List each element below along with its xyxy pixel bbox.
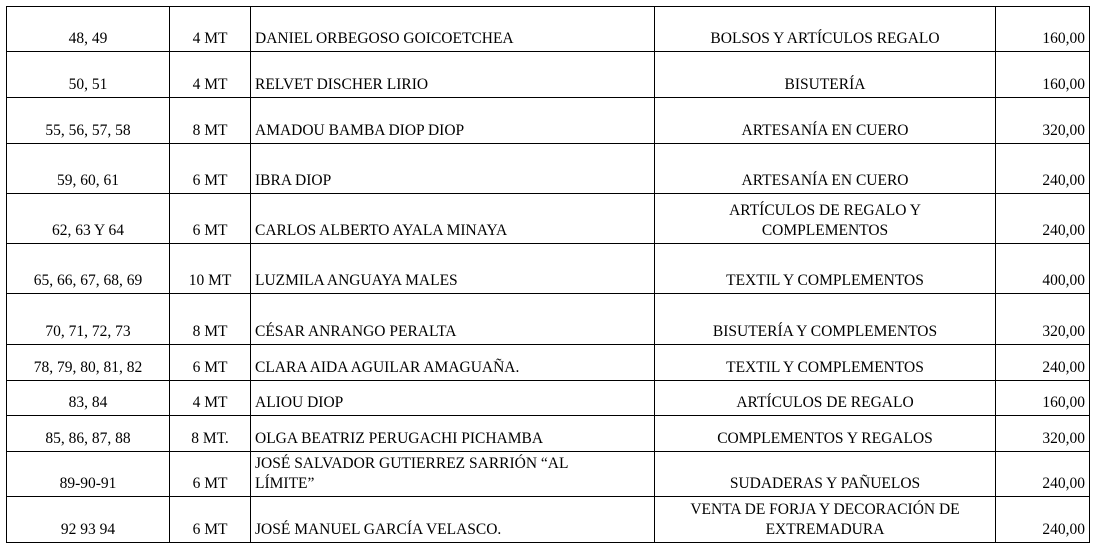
- activity-cell: ARTÍCULOS DE REGALO: [655, 381, 996, 416]
- activity-text: ARTÍCULOS DE REGALO Y COMPLEMENTOS: [729, 202, 921, 239]
- activity-cell: BISUTERÍA: [655, 52, 996, 98]
- amount-cell: 240,00: [996, 194, 1090, 244]
- stall-size-cell: 10 MT: [170, 244, 251, 294]
- activity-cell: TEXTIL Y COMPLEMENTOS: [655, 244, 996, 294]
- table-row: [7, 7, 1090, 52]
- stall-numbers-cell: 92 93 94: [7, 497, 170, 543]
- table-row: [7, 381, 1090, 416]
- stall-numbers-cell: 65, 66, 67, 68, 69: [7, 244, 170, 294]
- stall-numbers-cell: 85, 86, 87, 88: [7, 416, 170, 452]
- holder-name-cell: JOSÉ MANUEL GARCÍA VELASCO.: [251, 497, 655, 543]
- amount-cell: 240,00: [996, 144, 1090, 194]
- table-row: [7, 144, 1090, 194]
- holder-name-cell: CLARA AIDA AGUILAR AMAGUAÑA.: [251, 345, 655, 381]
- table-row: [7, 294, 1090, 345]
- activity-cell: [655, 194, 996, 244]
- amount-cell: 240,00: [996, 497, 1090, 543]
- licenses-table: [6, 6, 1090, 543]
- stall-size-cell: 6 MT: [170, 497, 251, 543]
- stall-numbers-cell: 59, 60, 61: [7, 144, 170, 194]
- table-row: [7, 98, 1090, 144]
- holder-name-cell: OLGA BEATRIZ PERUGACHI PICHAMBA: [251, 416, 655, 452]
- stall-size-cell: 8 MT.: [170, 416, 251, 452]
- activity-cell: ARTESANÍA EN CUERO: [655, 98, 996, 144]
- stall-size-cell: 6 MT: [170, 452, 251, 497]
- holder-name-cell: IBRA DIOP: [251, 144, 655, 194]
- stall-size-cell: 6 MT: [170, 194, 251, 244]
- holder-name-cell: ALIOU DIOP: [251, 381, 655, 416]
- amount-cell: 320,00: [996, 98, 1090, 144]
- table-row: [7, 416, 1090, 452]
- activity-cell: BISUTERÍA Y COMPLEMENTOS: [655, 294, 996, 345]
- activity-cell: [655, 497, 996, 543]
- holder-name-text: JOSÉ SALVADOR GUTIERREZ SARRIÓN “AL LÍMITE”: [255, 455, 569, 492]
- stall-size-cell: 6 MT: [170, 144, 251, 194]
- amount-cell: 160,00: [996, 7, 1090, 52]
- holder-name-cell: RELVET DISCHER LIRIO: [251, 52, 655, 98]
- activity-cell: COMPLEMENTOS Y REGALOS: [655, 416, 996, 452]
- activity-cell: SUDADERAS Y PAÑUELOS: [655, 452, 996, 497]
- table-row: [7, 345, 1090, 381]
- stall-size-cell: 4 MT: [170, 381, 251, 416]
- stall-numbers-cell: 83, 84: [7, 381, 170, 416]
- stall-numbers-cell: 48, 49: [7, 7, 170, 52]
- activity-text: VENTA DE FORJA Y DECORACIÓN DE EXTREMADURA: [690, 501, 960, 538]
- amount-cell: 240,00: [996, 452, 1090, 497]
- amount-cell: 400,00: [996, 244, 1090, 294]
- holder-name-cell: DANIEL ORBEGOSO GOICOETCHEA: [251, 7, 655, 52]
- amount-cell: 160,00: [996, 52, 1090, 98]
- stall-size-cell: 8 MT: [170, 294, 251, 345]
- table-row: [7, 497, 1090, 543]
- stall-size-cell: 8 MT: [170, 98, 251, 144]
- activity-cell: BOLSOS Y ARTÍCULOS REGALO: [655, 7, 996, 52]
- stall-numbers-cell: 50, 51: [7, 52, 170, 98]
- table-row: [7, 452, 1090, 497]
- holder-name-cell: AMADOU BAMBA DIOP DIOP: [251, 98, 655, 144]
- table-row: [7, 52, 1090, 98]
- stall-numbers-cell: 89-90-91: [7, 452, 170, 497]
- table-row: [7, 244, 1090, 294]
- holder-name-cell: LUZMILA ANGUAYA MALES: [251, 244, 655, 294]
- table-row: [7, 194, 1090, 244]
- stall-size-cell: 4 MT: [170, 52, 251, 98]
- amount-cell: 320,00: [996, 416, 1090, 452]
- holder-name-cell: [251, 452, 655, 497]
- stall-numbers-cell: 78, 79, 80, 81, 82: [7, 345, 170, 381]
- licenses-table-body: [7, 7, 1090, 543]
- activity-cell: ARTESANÍA EN CUERO: [655, 144, 996, 194]
- activity-cell: TEXTIL Y COMPLEMENTOS: [655, 345, 996, 381]
- amount-cell: 240,00: [996, 345, 1090, 381]
- amount-cell: 160,00: [996, 381, 1090, 416]
- holder-name-cell: CARLOS ALBERTO AYALA MINAYA: [251, 194, 655, 244]
- holder-name-cell: CÉSAR ANRANGO PERALTA: [251, 294, 655, 345]
- stall-numbers-cell: 62, 63 Y 64: [7, 194, 170, 244]
- amount-cell: 320,00: [996, 294, 1090, 345]
- stall-numbers-cell: 70, 71, 72, 73: [7, 294, 170, 345]
- stall-size-cell: 4 MT: [170, 7, 251, 52]
- stall-numbers-cell: 55, 56, 57, 58: [7, 98, 170, 144]
- stall-size-cell: 6 MT: [170, 345, 251, 381]
